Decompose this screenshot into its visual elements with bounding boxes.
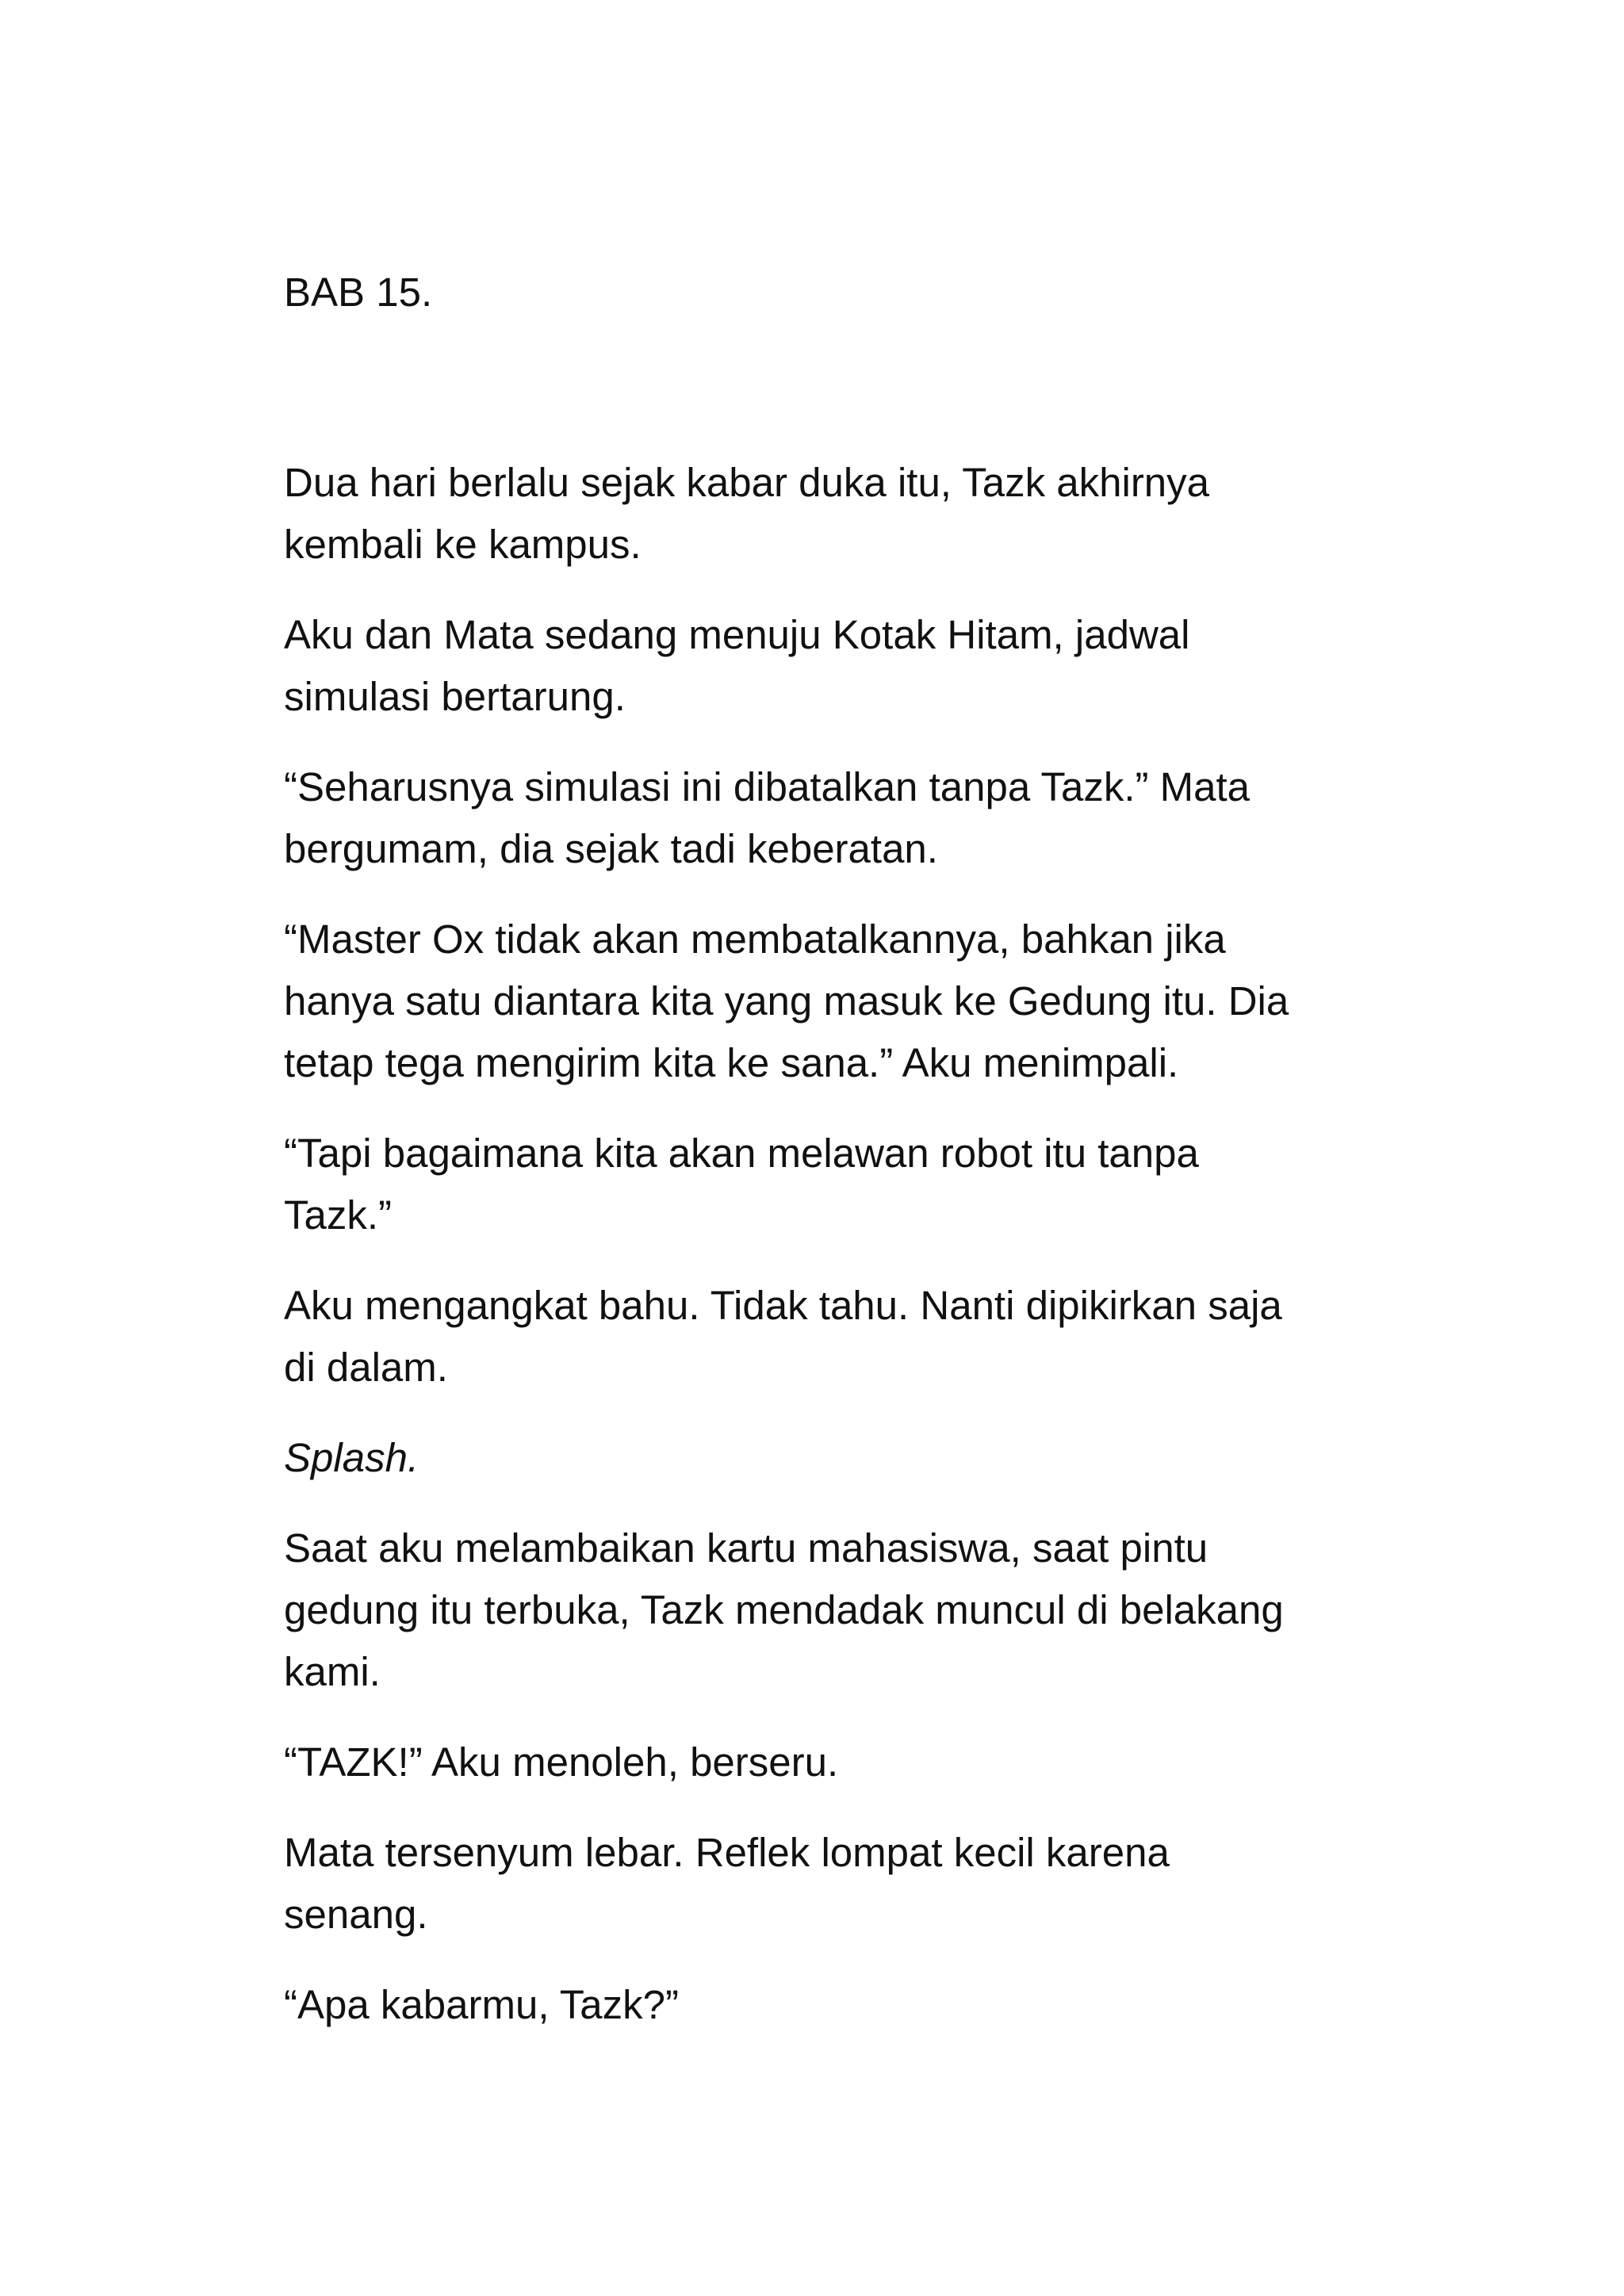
paragraph-1: Dua hari berlalu sejak kabar duka itu, Tazk akhirnya kembali ke kampus. [284,460,1210,567]
paragraph-3: “Seharusnya simulasi ini dibatalkan tanpa Tazk.” Mata bergumam, dia sejak tadi keberatan. [284,764,1251,871]
paragraph-11: “Apa kabarmu, Tazk?” [284,1982,679,2027]
paragraph-7-italic: Splash. [284,1435,419,1480]
chapter-heading: BAB 15. [284,270,433,315]
paragraph-2: Aku dan Mata sedang menuju Kotak Hitam, jadwal simulasi bertarung. [284,612,1190,719]
paragraph-4: “Master Ox tidak akan membatalkannya, bahkan jika hanya satu diantara kita yang masuk ke Gedung itu. Dia tetap tega mengirim kita ke sana.” Aku menimpali. [284,916,1289,1085]
paragraph-9: “TAZK!” Aku menoleh, berseru. [284,1739,839,1785]
paragraph-10: Mata tersenyum lebar. Reflek lompat kecil karena senang. [284,1830,1170,1937]
chapter-body [284,262,1362,2064]
paragraph-8: Saat aku melambaikan kartu mahasiswa, saat pintu gedung itu terbuka, Tazk mendadak muncul di belakang kami. [284,1525,1284,1694]
paragraph-6: Aku mengangkat bahu. Tidak tahu. Nanti dipikirkan saja di dalam. [284,1283,1282,1390]
paragraph-5: “Tapi bagaimana kita akan melawan robot itu tanpa Tazk.” [284,1131,1199,1238]
